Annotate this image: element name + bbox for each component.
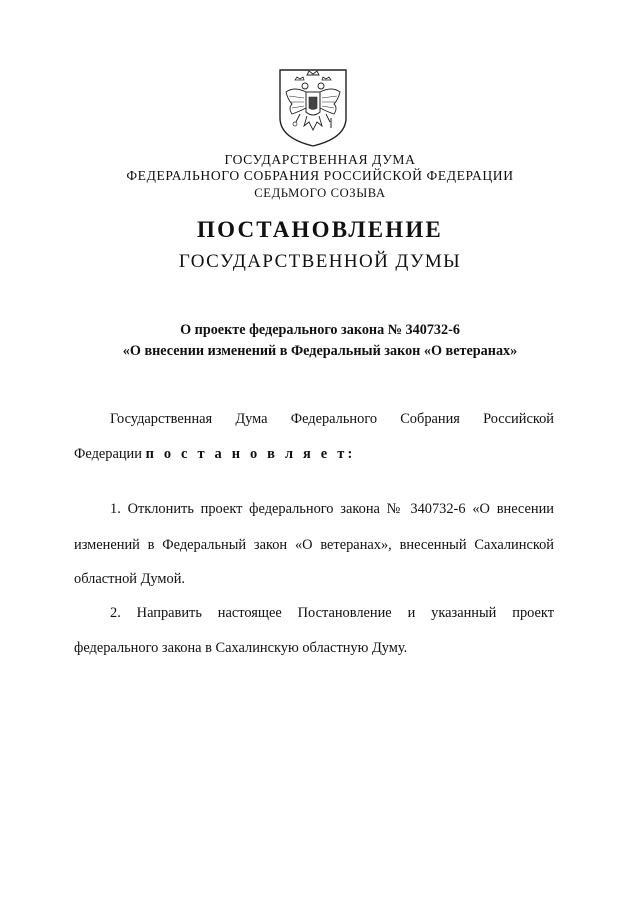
subject-line-2: «О внесении изменений в Федеральный закон «О ветеранах» bbox=[122, 343, 518, 359]
decree-verb: п о с т а н о в л я е т: bbox=[145, 446, 356, 462]
preamble-line-2 bbox=[74, 445, 554, 463]
item-1-line-2: изменений в Федеральный закон «О ветеранах», внесенный Сахалинской bbox=[74, 537, 554, 553]
item-2-line-2: федерального закона в Сахалинскую областную Думу. bbox=[74, 640, 408, 656]
document-title: ПОСТАНОВЛЕНИЕ bbox=[197, 217, 443, 242]
item-1-line-3: областной Думой. bbox=[74, 571, 186, 587]
header-duma: ГОСУДАРСТВЕННАЯ ДУМА bbox=[224, 152, 416, 167]
preamble-prefix: Федерации bbox=[74, 446, 142, 462]
russian-coat-of-arms-icon bbox=[276, 66, 350, 148]
subject-line-1: О проекте федерального закона № 340732-6 bbox=[180, 322, 460, 338]
header-convocation: СЕДЬМОГО СОЗЫВА bbox=[254, 186, 386, 200]
item-2-line-1: 2. Направить настоящее Постановление и указанный проект bbox=[110, 605, 554, 621]
header-federal-assembly: ФЕДЕРАЛЬНОГО СОБРАНИЯ РОССИЙСКОЙ ФЕДЕРАЦИИ bbox=[126, 168, 514, 183]
item-1-line-1: 1. Отклонить проект федерального закона № 340732-6 «О внесении bbox=[110, 501, 554, 517]
document-subtitle: ГОСУДАРСТВЕННОЙ ДУМЫ bbox=[178, 251, 462, 272]
preamble-line-1: Государственная Дума Федерального Собрания Российской bbox=[110, 411, 554, 427]
